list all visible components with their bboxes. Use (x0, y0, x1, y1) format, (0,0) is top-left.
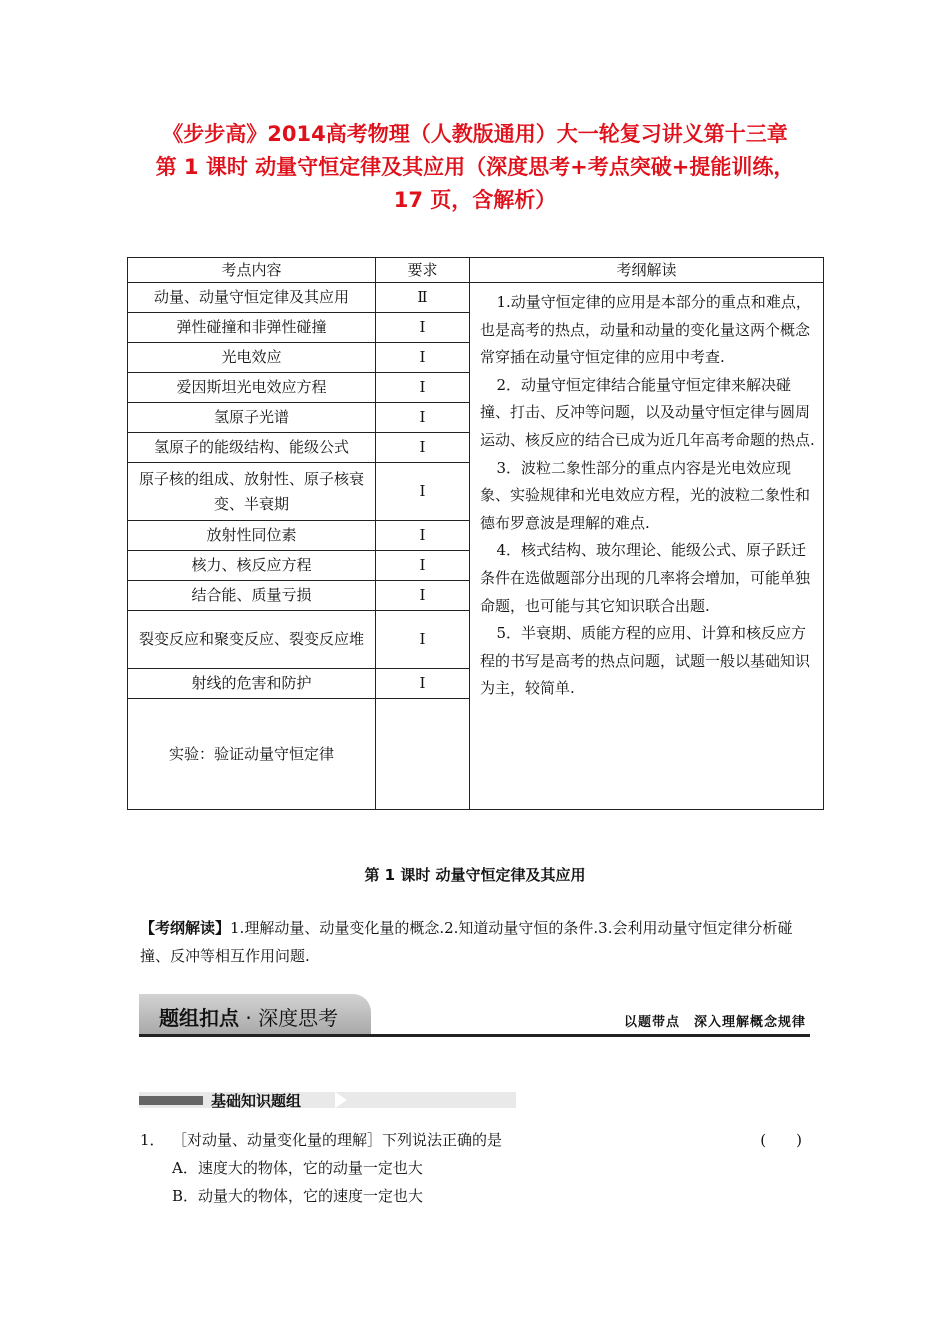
question-option: A．速度大的物体，它的动量一定也大 (172, 1159, 423, 1177)
topic-cell: 原子核的组成、放射性、原子核衰变、半衰期 (128, 463, 376, 521)
question-stem-line (140, 1126, 812, 1154)
subsection-bar (139, 1092, 516, 1108)
requirement-cell: Ⅰ (376, 521, 470, 551)
banner-title-bold: 题组扣点 (159, 1006, 239, 1030)
requirement-cell: Ⅰ (376, 343, 470, 373)
banner-title (159, 1002, 338, 1031)
question-1 (140, 1126, 812, 1210)
requirement-cell: Ⅰ (376, 433, 470, 463)
syllabus-text: 1.理解动量、动量变化量的概念.2.知道动量守恒的条件.3.会利用动量守恒定律分析碰撞、反冲等相互作用问题. (140, 919, 793, 965)
requirement-cell: Ⅰ (376, 463, 470, 521)
topic-cell: 结合能、质量亏损 (128, 581, 376, 611)
syllabus-label: 【考纲解读】 (140, 919, 231, 937)
question-option: B．动量大的物体，它的速度一定也大 (172, 1187, 424, 1205)
answer-blank: ( ) (760, 1131, 802, 1149)
interpretation-paragraph: 2．动量守恒定律结合能量守恒定律来解决碰撞、打击、反冲等问题，以及动量守恒定律与圆周运动、核反应的结合已成为近几年高考命题的热点. (480, 375, 815, 449)
topic-cell: 爱因斯坦光电效应方程 (128, 373, 376, 403)
requirement-cell: Ⅰ (376, 313, 470, 343)
header-requirement: 要求 (376, 258, 470, 283)
question-number: 1． (140, 1131, 165, 1149)
requirement-cell: Ⅰ (376, 551, 470, 581)
banner-rule (139, 1034, 810, 1037)
topic-cell: 射线的危害和防护 (128, 669, 376, 699)
header-interpretation: 考纲解读 (470, 258, 824, 283)
subsection-label: 基础知识题组 (211, 1092, 302, 1110)
document-title (120, 118, 830, 217)
title-line-2: 第 1 课时 动量守恒定律及其应用（深度思考+考点突破+提能训练， (155, 155, 795, 179)
banner-slogan: 以题带点 深入理解概念规律 (623, 1015, 806, 1030)
interpretation-cell (470, 283, 824, 810)
topic-cell: 放射性同位素 (128, 521, 376, 551)
topic-cell: 核力、核反应方程 (128, 551, 376, 581)
subsection-bar-accent (139, 1096, 203, 1105)
topic-cell: 光电效应 (128, 343, 376, 373)
topic-cell: 动量、动量守恒定律及其应用 (128, 283, 376, 313)
banner-title-rest: · 深度思考 (239, 1006, 339, 1030)
syllabus-interpretation (140, 914, 816, 970)
requirement-cell: Ⅱ (376, 283, 470, 313)
topic-cell: 氢原子光谱 (128, 403, 376, 433)
interpretation-paragraph: 4．核式结构、玻尔理论、能级公式、原子跃迁条件在选做题部分出现的几率将会增加，可能单独命题，也可能与其它知识联合出题. (480, 541, 811, 615)
table-row (128, 283, 824, 313)
requirement-cell: Ⅰ (376, 611, 470, 669)
requirement-cell: Ⅰ (376, 403, 470, 433)
requirement-cell: Ⅰ (376, 581, 470, 611)
interpretation-paragraph: 5．半衰期、质能方程的应用、计算和核反应方程的书写是高考的热点问题，试题一般以基础知识为主，较简单. (480, 624, 811, 698)
header-topic: 考点内容 (128, 258, 376, 283)
lesson-title: 第 1 课时 动量守恒定律及其应用 (364, 866, 586, 884)
section-banner (139, 994, 810, 1040)
requirement-cell (376, 699, 470, 810)
question-stem: ［对动量、动量变化量的理解］下列说法正确的是 (172, 1131, 503, 1149)
table-header-row (128, 258, 824, 283)
topic-cell: 弹性碰撞和非弹性碰撞 (128, 313, 376, 343)
title-line-3: 17 页，含解析） (393, 188, 557, 212)
topic-cell: 氢原子的能级结构、能级公式 (128, 433, 376, 463)
chevron-right-icon (335, 1092, 347, 1108)
exam-outline-table (127, 257, 824, 810)
requirement-cell: Ⅰ (376, 373, 470, 403)
requirement-cell: Ⅰ (376, 669, 470, 699)
interpretation-paragraph: 3．波粒二象性部分的重点内容是光电效应现象、实验规律和光电效应方程，光的波粒二象性和德布罗意波是理解的难点. (480, 458, 811, 532)
topic-cell: 实验：验证动量守恒定律 (128, 699, 376, 810)
title-line-1: 《步步高》2014高考物理（人教版通用）大一轮复习讲义第十三章 (162, 122, 788, 146)
interpretation-paragraph: 1.动量守恒定律的应用是本部分的重点和难点，也是高考的热点，动量和动量的变化量这两个概念常穿插在动量守恒定律的应用中考查. (480, 293, 811, 367)
topic-cell: 裂变反应和聚变反应、裂变反应堆 (128, 611, 376, 669)
